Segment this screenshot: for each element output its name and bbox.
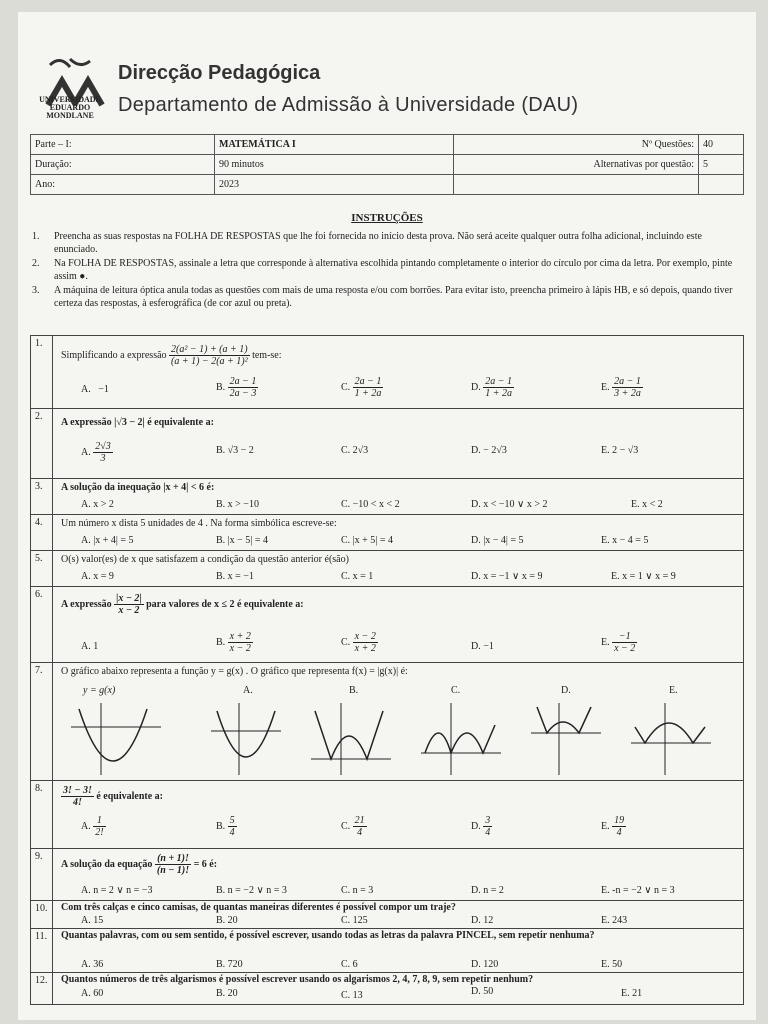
question-text	[61, 853, 217, 876]
option-fraction	[353, 815, 367, 838]
fraction-numerator: −1	[612, 631, 637, 643]
question-text	[61, 593, 304, 616]
question-text: O gráfico abaixo representa a função y = g(x) . O gráfico que representa f(x) = |g(x)| é:	[61, 666, 408, 677]
option-b: B. 20	[216, 915, 238, 926]
option-c	[341, 815, 367, 838]
fraction-numerator: 21	[354, 815, 365, 826]
fraction-denominator: 1 + 2a	[485, 388, 512, 399]
fraction-numerator: x − 2	[354, 631, 376, 642]
fraction-numerator: |x − 2|	[116, 593, 142, 604]
question-2	[30, 409, 744, 479]
instruction-item	[32, 284, 744, 310]
question-number: 7.	[31, 663, 53, 780]
fraction-denominator: 4	[357, 827, 363, 838]
exam-info-table	[30, 134, 744, 195]
exam-page	[18, 12, 756, 1020]
question-number: 5.	[31, 551, 53, 586]
question-stem-end: tem-se:	[252, 349, 282, 361]
question-text	[61, 785, 163, 808]
option-d: D. − 2√3	[471, 445, 507, 456]
instructions-title: INSTRUÇÕES	[351, 212, 423, 224]
questoes-value: 40	[699, 135, 744, 155]
option-c: C. 125	[341, 915, 368, 926]
question-number: 3.	[31, 479, 53, 514]
option-a: A. x > 2	[81, 499, 114, 510]
question-5	[30, 551, 744, 587]
option-a: A. n = 2 ∨ n = −3	[81, 885, 153, 896]
question-text: Quantas palavras, com ou sem sentido, é possível escrever, usando todas as letras da palavra PINCEL, sem repetir nenhuma?	[61, 930, 595, 941]
option-fraction	[612, 631, 637, 654]
option-a: A. 60	[81, 988, 104, 999]
option-c: C. n = 3	[341, 885, 374, 896]
option-b: B. 720	[216, 959, 243, 970]
ano-label: Ano:	[31, 175, 215, 195]
option-fraction	[228, 815, 237, 838]
header-title: Direcção Pedagógica	[118, 62, 321, 84]
option-e: E. 50	[601, 959, 623, 970]
option-letter: D.	[471, 820, 481, 832]
option-e: E. x = 1 ∨ x = 9	[611, 571, 676, 582]
fraction-denominator: 3 + 2a	[614, 388, 641, 399]
option-c: C. 13	[341, 990, 363, 1001]
option-b	[216, 631, 253, 654]
question-stem: A solução da equação	[61, 858, 153, 870]
option-c	[341, 631, 378, 654]
logo-line-2: EDUARDO	[49, 103, 91, 112]
fraction-denominator: x − 2	[118, 605, 140, 616]
fraction-numerator: 2a − 1	[485, 376, 512, 387]
option-letter: A.	[81, 446, 91, 458]
question-text: Com três calças e cinco camisas, de quantas maneiras diferentes é possível compor um traje?	[61, 902, 456, 913]
option-a: A. 36	[81, 959, 104, 970]
fraction-numerator: 2(a² − 1) + (a + 1)	[171, 344, 248, 355]
graph-option-e	[631, 703, 711, 775]
question-text: A expressão |√3 − 2| é equivalente a:	[61, 417, 214, 428]
option-b	[216, 815, 237, 838]
fraction-numerator: 5	[229, 815, 235, 826]
instruction-text: A máquina de leitura óptica anula todas as questões com mais de uma resposta e/ou com borrões. Para evitar isto, preencha primeiro à lápis HB, e só depois, quando tiver certeza das respostas, à esferográfica (de cor azul ou preta).	[54, 285, 733, 309]
question-6	[30, 587, 744, 663]
option-e	[601, 376, 643, 399]
fraction-denominator: 1 + 2a	[354, 388, 382, 399]
alternativas-value: 5	[699, 155, 744, 175]
option-e: E. -n = −2 ∨ n = 3	[601, 885, 675, 896]
option-letter: E.	[601, 381, 610, 393]
option-b: B. n = −2 ∨ n = 3	[216, 885, 287, 896]
option-c: C. |x + 5| = 4	[341, 535, 393, 546]
option-fraction	[483, 376, 514, 399]
question-number: 10.	[31, 901, 53, 928]
fraction-numerator: 2a − 1	[614, 376, 641, 387]
fraction-denominator: 4	[616, 827, 622, 838]
option-d: D. x < −10 ∨ x > 2	[471, 499, 548, 510]
expression-fraction	[155, 853, 191, 876]
option-fraction	[612, 376, 643, 399]
fraction-denominator: 3	[100, 453, 106, 464]
question-stem: Simplificando a expressão	[61, 349, 167, 361]
fraction-numerator: 3	[485, 815, 491, 826]
graph-option-a	[211, 703, 281, 775]
option-a	[81, 441, 113, 464]
option-a: A. 1	[81, 641, 99, 652]
question-stem-end: para valores de x ≤ 2 é equivalente a:	[146, 598, 304, 610]
fraction-numerator: 1	[93, 815, 105, 827]
option-b	[216, 376, 258, 399]
empty-cell	[454, 175, 699, 195]
option-letter: A.	[81, 384, 91, 395]
option-letter: B.	[216, 636, 226, 648]
option-letter: C.	[341, 820, 351, 832]
option-d: D. |x − 4| = 5	[471, 535, 524, 546]
graph-option-b-label: B.	[349, 685, 359, 696]
question-stem-end: é equivalente a:	[96, 790, 163, 802]
expression-fraction	[169, 344, 250, 367]
question-text: Um número x dista 5 unidades de 4 . Na forma simbólica escreve-se:	[61, 518, 337, 529]
header-subtitle: Departamento de Admissão à Universidade (DAU)	[118, 94, 579, 116]
option-fraction	[483, 815, 492, 838]
fraction-denominator: 2!	[95, 827, 104, 838]
option-b: B. x > −10	[216, 499, 259, 510]
fraction-numerator: (n + 1)!	[155, 853, 191, 865]
option-d: D. 12	[471, 915, 494, 926]
option-d: D. −1	[471, 641, 494, 652]
option-d: D. 50	[471, 986, 494, 997]
graph-option-e-label: E.	[669, 685, 678, 696]
question-number: 11.	[31, 929, 53, 972]
question-10	[30, 901, 744, 929]
expression-fraction	[114, 593, 143, 616]
option-d: D. x = −1 ∨ x = 9	[471, 571, 543, 582]
option-a	[81, 815, 106, 838]
instructions-list	[32, 230, 744, 311]
option-letter: C.	[341, 381, 351, 393]
fraction-denominator: 4!	[72, 797, 82, 808]
question-stem-end: = 6 é:	[193, 858, 218, 870]
option-a: A. 15	[81, 915, 104, 926]
instruction-item	[32, 257, 744, 283]
option-d: D. n = 2	[471, 885, 504, 896]
option-c: C. −10 < x < 2	[341, 499, 400, 510]
fraction-numerator: 3! − 3!	[63, 785, 92, 796]
parte-value: MATEMÁTICA I	[215, 135, 454, 155]
fraction-denominator: x − 2	[229, 643, 251, 654]
option-a: A. x = 9	[81, 571, 114, 582]
question-3	[30, 479, 744, 515]
option-b: B. √3 − 2	[216, 445, 254, 456]
option-fraction	[228, 376, 259, 399]
logo-line-1: UNIVERSIDADE	[39, 95, 101, 104]
question-7	[30, 663, 744, 781]
option-letter: B.	[216, 820, 226, 832]
question-11	[30, 929, 744, 973]
expression-fraction	[61, 785, 94, 808]
option-d: D. 120	[471, 959, 499, 970]
option-b: B. 20	[216, 988, 238, 999]
fraction-denominator: (a + 1) − 2(a + 1)²	[171, 356, 248, 367]
alternativas-label: Alternativas por questão:	[454, 155, 699, 175]
option-c: C. 6	[341, 959, 358, 970]
logo-text	[38, 96, 102, 120]
option-e: E. 21	[621, 988, 643, 999]
option-a: A. |x + 4| = 5	[81, 535, 134, 546]
question-number: 8.	[31, 781, 53, 848]
instruction-number: 1.	[32, 231, 40, 242]
option-b: B. |x − 5| = 4	[216, 535, 268, 546]
graph-g	[71, 703, 161, 775]
fraction-numerator: 2√3	[95, 441, 111, 452]
option-fraction	[228, 631, 253, 654]
option-letter: E.	[601, 820, 610, 832]
graph-option-d-label: D.	[561, 685, 571, 696]
option-value: −1	[98, 384, 109, 395]
parte-label: Parte – I:	[31, 135, 215, 155]
option-c: C. x = 1	[341, 571, 374, 582]
fraction-numerator: 2a − 1	[354, 376, 382, 387]
option-e: E. 243	[601, 915, 628, 926]
question-8	[30, 781, 744, 849]
question-9	[30, 849, 744, 901]
fraction-denominator: 2a − 3	[229, 388, 257, 399]
fraction-numerator: x + 2	[229, 631, 251, 642]
option-e	[601, 815, 626, 838]
questoes-label: Nº Questões:	[454, 135, 699, 155]
option-c	[341, 376, 383, 399]
option-letter: B.	[216, 381, 226, 393]
question-number: 12.	[31, 973, 53, 1004]
option-letter: E.	[601, 636, 610, 648]
option-fraction	[93, 441, 113, 464]
fraction-denominator: x + 2	[354, 643, 376, 654]
fraction-denominator: 4	[485, 827, 491, 838]
question-text: O(s) valor(es) de x que satisfazem a condição da questão anterior é(são)	[61, 554, 349, 565]
question-number: 6.	[31, 587, 53, 662]
option-e	[601, 631, 637, 654]
option-fraction	[353, 376, 384, 399]
question-text: A solução da inequação |x + 4| < 6 é:	[61, 482, 215, 493]
instruction-number: 2.	[32, 258, 40, 269]
question-number: 4.	[31, 515, 53, 550]
option-d	[471, 815, 492, 838]
question-text: Quantos números de três algarismos é possível escrever usando os algarismos 2, 4, 7, 8, 9, sem repetir nenhum?	[61, 974, 534, 985]
graph-option-c-label: C.	[451, 685, 461, 696]
option-letter: C.	[341, 636, 351, 648]
question-number: 9.	[31, 849, 53, 900]
fraction-denominator: 4	[229, 827, 235, 838]
graph-option-d	[531, 703, 601, 775]
duracao-value: 90 minutos	[215, 155, 454, 175]
empty-cell	[699, 175, 744, 195]
graph-option-a-label: A.	[243, 685, 253, 696]
question-1	[30, 335, 744, 409]
option-fraction	[612, 815, 626, 838]
option-letter: A.	[81, 820, 91, 832]
instruction-text: Preencha as suas respostas na FOLHA DE RESPOSTAS que lhe foi fornecida no início desta prova. Não será aceite qualquer outra folha adicional, incluindo este enunciado.	[54, 231, 702, 255]
duracao-label: Duração:	[31, 155, 215, 175]
option-b: B. x = −1	[216, 571, 254, 582]
option-a	[81, 384, 109, 395]
option-c: C. 2√3	[341, 445, 369, 456]
option-fraction	[353, 631, 378, 654]
option-d	[471, 376, 514, 399]
logo-line-3: MONDLANE	[46, 111, 94, 120]
question-stem: A expressão	[61, 598, 112, 610]
option-fraction	[93, 815, 105, 838]
fraction-denominator: x − 2	[614, 643, 636, 654]
instruction-number: 3.	[32, 285, 40, 296]
option-letter: D.	[471, 381, 481, 393]
question-number: 2.	[31, 409, 53, 478]
fraction-numerator: 19	[614, 815, 625, 826]
graph-option-c	[421, 703, 501, 775]
instruction-text: Na FOLHA DE RESPOSTAS, assinale a letra que corresponde à alternativa escolhida pintando completamente o interior do círculo por cima da letra. Por exemplo, pinte assim ●.	[54, 258, 733, 282]
graph-label: y = g(x)	[83, 685, 116, 696]
option-e: E. x < 2	[631, 499, 663, 510]
question-4	[30, 515, 744, 551]
question-text	[61, 344, 282, 367]
fraction-numerator: 2a − 1	[229, 376, 257, 387]
option-e: E. x − 4 = 5	[601, 535, 649, 546]
fraction-denominator: (n − 1)!	[156, 865, 190, 876]
question-number: 1.	[31, 336, 53, 408]
question-12	[30, 973, 744, 1005]
instruction-item	[32, 230, 744, 256]
option-e: E. 2 − √3	[601, 445, 639, 456]
graph-option-b	[311, 703, 391, 775]
ano-value: 2023	[215, 175, 454, 195]
